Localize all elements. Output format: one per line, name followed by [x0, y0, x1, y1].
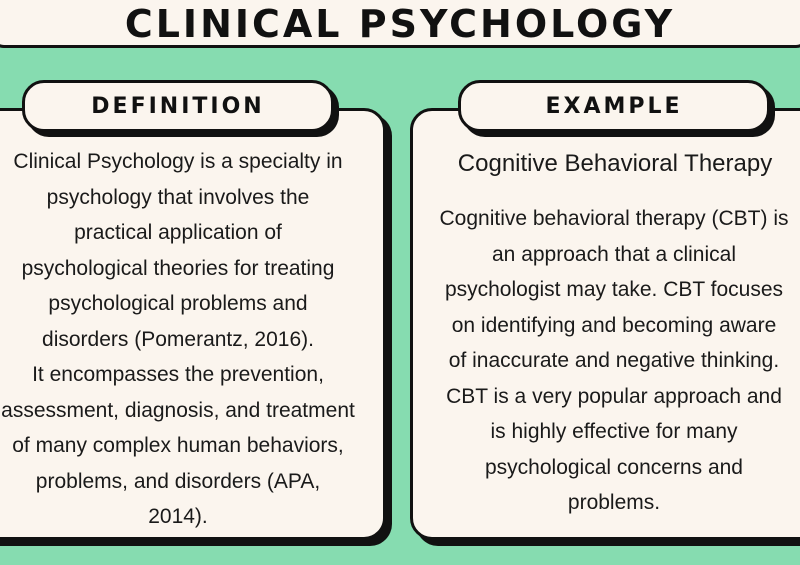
- example-subtitle: Cognitive Behavioral Therapy: [457, 150, 773, 177]
- example-text: Cognitive behavioral therapy (CBT) is an approach that a clinical psychologist may take. CBT focuses on identifying and becoming aware of inaccurate and negative thinking. CBT is a very popular approach and is highly effective for many psychological concerns and problems.: [439, 207, 789, 514]
- example-heading: EXAMPLE: [458, 80, 770, 132]
- page-title: CLINICAL PSYCHOLOGY: [124, 2, 676, 46]
- definition-text: Clinical Psychology is a specialty in psychology that involves the practical application of psychological theories for treating psychological problems and disorders (Pomerantz, 2016). It encompasses the prevention, assessment, diagnosis, and treatment of many complex human behaviors, problems, and disorders (APA, 2014).: [1, 150, 355, 528]
- definition-heading: DEFINITION: [22, 80, 334, 132]
